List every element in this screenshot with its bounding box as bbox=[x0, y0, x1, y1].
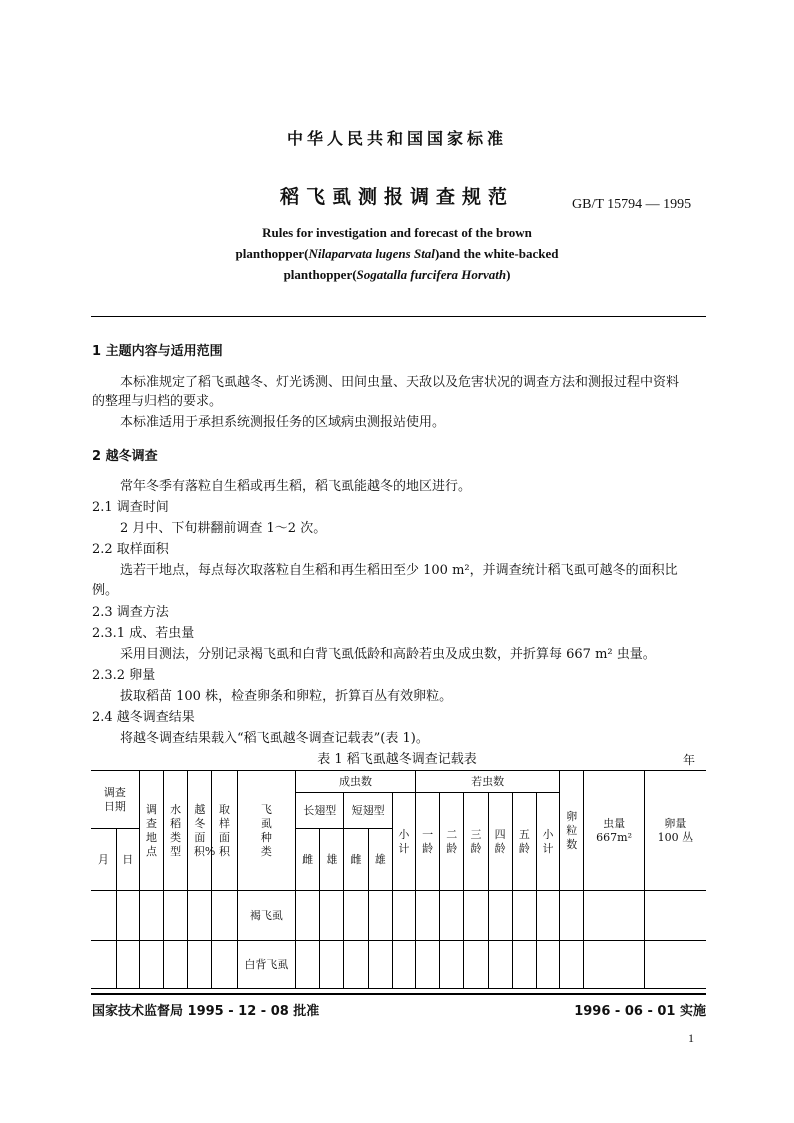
col-long-female-header: 雌 bbox=[296, 829, 320, 891]
overwintering-record-table bbox=[91, 770, 706, 989]
col-sample-area-header: 取样面积 bbox=[212, 771, 237, 891]
col-instar-3-header: 三龄 bbox=[464, 793, 488, 891]
col-adult-subtotal-header: 小计 bbox=[392, 793, 415, 891]
approval-date: 国家技术监督局 1995 - 12 - 08 批准 bbox=[92, 1004, 320, 1019]
col-site-header: 调查地点 bbox=[139, 771, 163, 891]
section-1-heading: 1 主题内容与适用范围 bbox=[92, 344, 223, 359]
col-date-header: 调查日期 bbox=[91, 771, 139, 829]
col-short-female-header: 雌 bbox=[344, 829, 368, 891]
row-species-brown: 褐飞虱 bbox=[237, 891, 295, 941]
section-2-para: 常年冬季有落粒自生稻或再生稻，稻飞虱能越冬的地区进行。 bbox=[120, 479, 472, 494]
col-short-winged-header: 短翅型 bbox=[344, 793, 392, 829]
header-divider bbox=[91, 316, 706, 317]
section-1-para-1b: 的整理与归档的要求。 bbox=[92, 394, 223, 409]
section-2-3-1-para: 采用目测法，分别记录褐飞虱和白背飞虱低龄和高龄若虫及成虫数，并折算每 667 m² 虫量。 bbox=[120, 647, 656, 662]
english-title-line2: planthopper(Nilaparvata lugens Stal)and the white-backed bbox=[235, 246, 559, 261]
english-title-line1: Rules for investigation and forecast of the brown bbox=[262, 225, 532, 240]
section-1-para-1a: 本标准规定了稻飞虱越冬、灯光诱测、田间虫量、天敌以及危害状况的调查方法和测报过程中资料 bbox=[120, 375, 680, 390]
col-nymph-subtotal-header: 小计 bbox=[536, 793, 559, 891]
col-long-male-header: 雄 bbox=[320, 829, 344, 891]
section-2-3-2-heading: 2.3.2 卵量 bbox=[92, 668, 156, 683]
footer-divider bbox=[91, 993, 706, 995]
col-long-winged-header: 长翅型 bbox=[296, 793, 344, 829]
col-nymphs-header: 若虫数 bbox=[416, 771, 560, 793]
col-instar-1-header: 一龄 bbox=[416, 793, 440, 891]
page-number: 1 bbox=[688, 1031, 694, 1045]
document-title: 稻飞虱测报调查规范 bbox=[279, 186, 514, 208]
row-species-white-backed: 白背飞虱 bbox=[237, 941, 295, 989]
col-day-header: 日 bbox=[116, 829, 139, 891]
col-species-header: 飞虱种类 bbox=[237, 771, 295, 891]
table-caption: 表 1 稻飞虱越冬调查记载表 bbox=[317, 752, 477, 767]
section-2-1-para: 2 月中、下旬耕翻前调查 1～2 次。 bbox=[120, 521, 327, 536]
section-2-3-heading: 2.3 调查方法 bbox=[92, 605, 169, 620]
section-2-3-1-heading: 2.3.1 成、若虫量 bbox=[92, 626, 195, 641]
section-2-1-heading: 2.1 调查时间 bbox=[92, 500, 169, 515]
section-2-4-heading: 2.4 越冬调查结果 bbox=[92, 710, 195, 725]
english-title-line3: planthopper(Sogatalla furcifera Horvath) bbox=[283, 267, 511, 282]
col-instar-5-header: 五龄 bbox=[512, 793, 536, 891]
col-eggs-header: 卵粒数 bbox=[560, 771, 584, 891]
col-field-type-header: 水稻类型 bbox=[164, 771, 188, 891]
section-2-2-para-b: 例。 bbox=[92, 583, 119, 598]
table-year-label: 年 bbox=[683, 753, 696, 767]
standard-code: GB/T 15794 — 1995 bbox=[572, 197, 692, 212]
col-adults-header: 成虫数 bbox=[296, 771, 416, 793]
col-month-header: 月 bbox=[91, 829, 116, 891]
col-instar-4-header: 四龄 bbox=[488, 793, 512, 891]
section-1-para-2: 本标准适用于承担系统测报任务的区域病虫测报站使用。 bbox=[120, 415, 446, 430]
effective-date: 1996 - 06 - 01 实施 bbox=[574, 1004, 706, 1019]
national-standard-label: 中华人民共和国国家标准 bbox=[286, 129, 507, 148]
section-2-4-para: 将越冬调查结果载入“稻飞虱越冬调查记载表”(表 1)。 bbox=[120, 731, 429, 746]
table-row bbox=[91, 941, 706, 989]
col-winter-area-header: 越冬面积% bbox=[188, 771, 212, 891]
col-egg-volume-header: 卵量 100 丛 bbox=[644, 771, 706, 891]
col-short-male-header: 雄 bbox=[368, 829, 392, 891]
section-2-heading: 2 越冬调查 bbox=[92, 449, 158, 464]
section-2-3-2-para: 拔取稻苗 100 株，检查卵条和卵粒，折算百丛有效卵粒。 bbox=[120, 689, 453, 704]
table-row bbox=[91, 891, 706, 941]
section-2-2-heading: 2.2 取样面积 bbox=[92, 542, 169, 557]
col-instar-2-header: 二龄 bbox=[440, 793, 464, 891]
col-count-header: 虫量 667m² bbox=[584, 771, 644, 891]
section-2-2-para-a: 选若干地点，每点每次取落粒自生稻和再生稻田至少 100 m²，并调查统计稻飞虱可越冬的面积比 bbox=[120, 563, 678, 578]
